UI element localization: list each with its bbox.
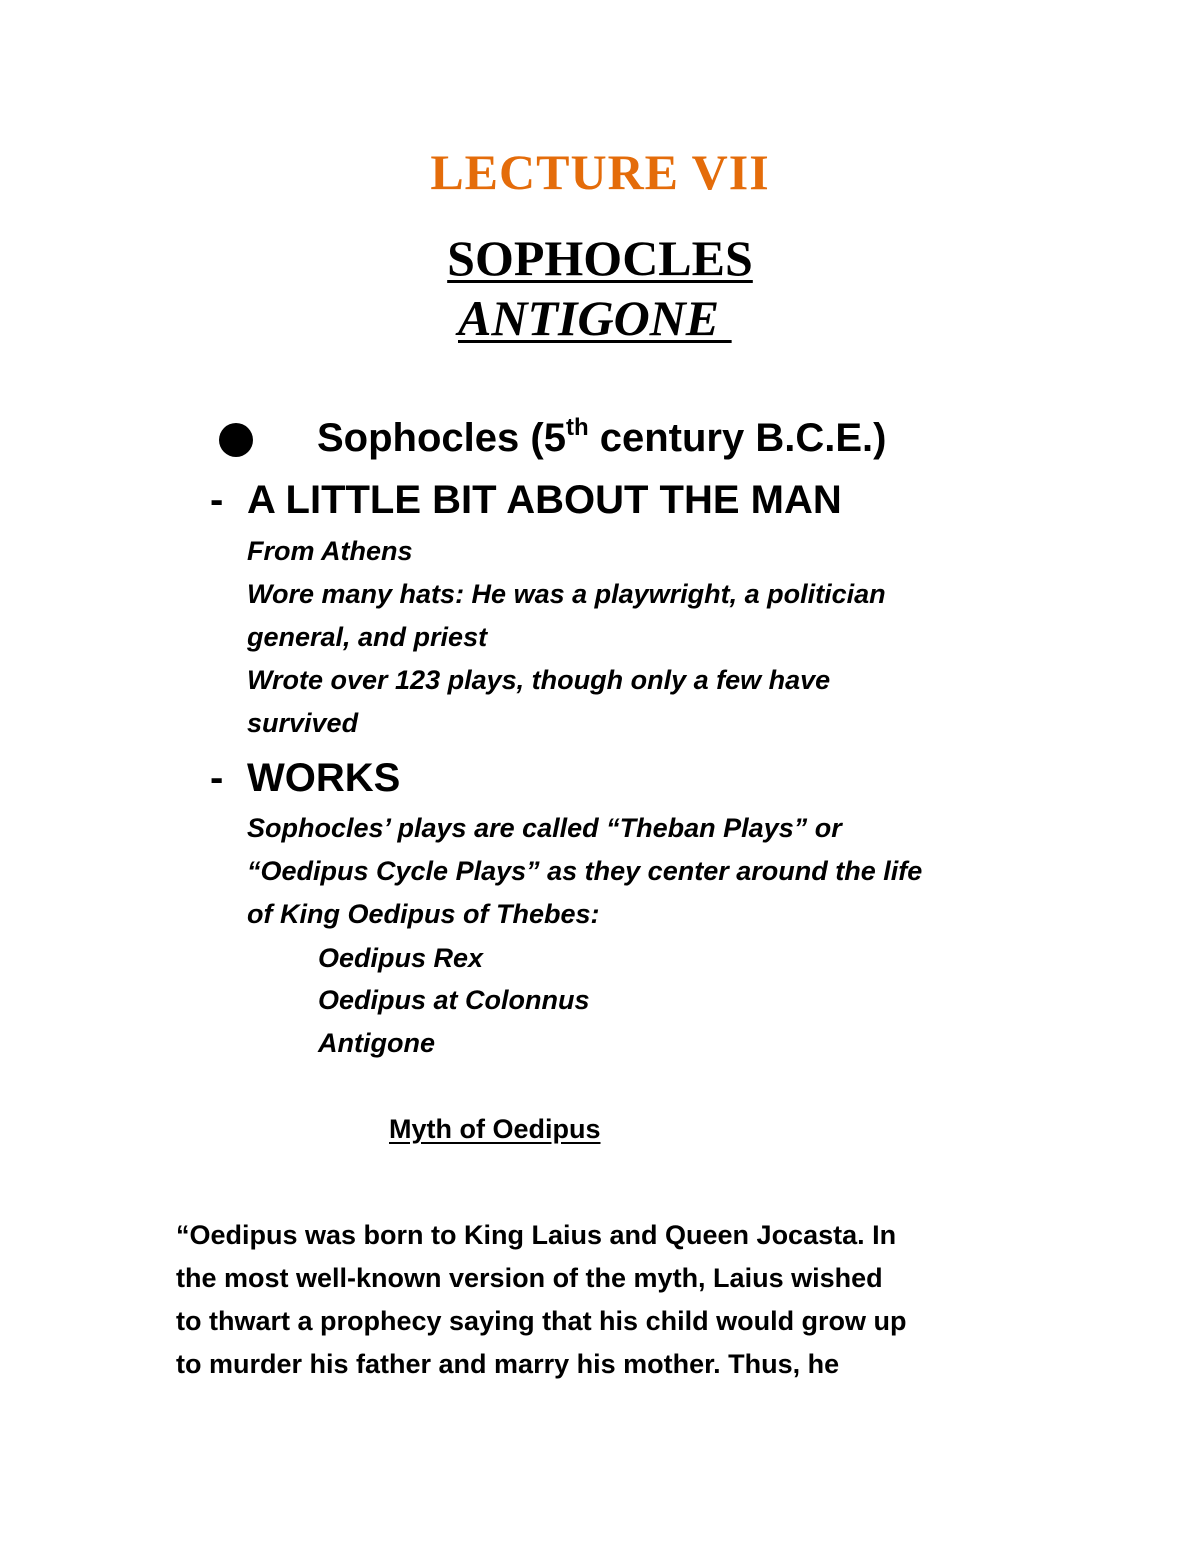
play-title: Antigone (318, 1028, 435, 1058)
paragraph-line: the most well-known version of the myth, Laius wished (176, 1263, 883, 1293)
works-line: Sophocles’ plays are called “Theban Plays” or (247, 813, 842, 843)
works-dash: - (210, 756, 224, 800)
myth-heading: Myth of Oedipus (389, 1114, 601, 1144)
lecture-title: LECTURE VII (430, 144, 770, 200)
intro-superscript: th (565, 414, 589, 441)
about-dash: - (210, 478, 224, 522)
paragraph-line: to murder his father and marry his mother. Thus, he (176, 1349, 840, 1379)
works-line: “Oedipus Cycle Plays” as they center around the life (247, 856, 923, 886)
bullet-icon (219, 423, 253, 457)
myth-paragraph (176, 1214, 1036, 1386)
works-heading: WORKS (247, 756, 401, 800)
works-line: of King Oedipus of Thebes: (247, 899, 600, 929)
about-line: general, and priest (247, 622, 488, 652)
play-title: Oedipus Rex (318, 943, 484, 973)
author-title: SOPHOCLES (447, 230, 753, 286)
paragraph-line: to thwart a prophecy saying that his child would grow up (176, 1306, 907, 1336)
about-line: From Athens (247, 536, 413, 566)
about-line: Wrote over 123 plays, though only a few have (247, 665, 831, 695)
play-title: Oedipus at Colonnus (318, 985, 590, 1015)
work-title: ANTIGONE (458, 290, 732, 346)
paragraph-line: “Oedipus was born to King Laius and Queen Jocasta. In (176, 1220, 897, 1250)
about-line: survived (247, 708, 359, 738)
about-line: Wore many hats: He was a playwright, a politician (247, 579, 886, 609)
intro-rest: century B.C.E.) (588, 416, 887, 460)
about-heading: A LITTLE BIT ABOUT THE MAN (247, 478, 842, 522)
intro-name: Sophocles (5 (317, 416, 566, 460)
intro-heading (317, 412, 886, 464)
